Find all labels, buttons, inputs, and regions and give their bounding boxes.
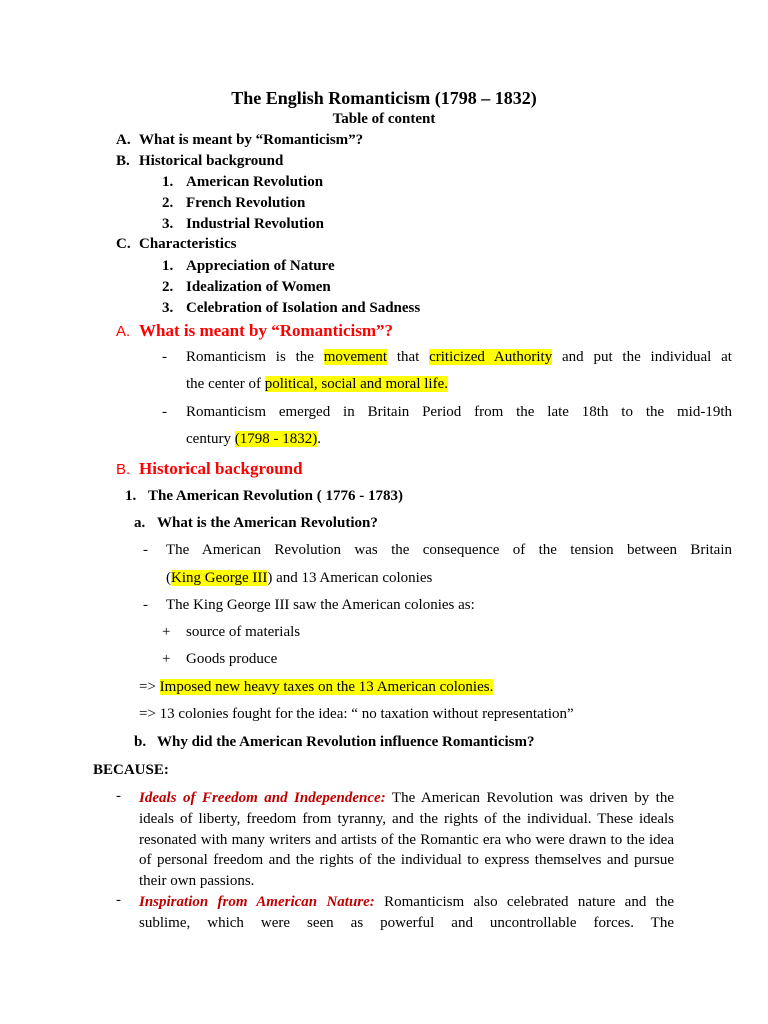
reason-paragraph — [139, 892, 674, 934]
toc-label: French Revolution — [186, 195, 306, 211]
toc-item-c — [116, 236, 237, 253]
highlight: political, social and moral life. — [264, 376, 448, 392]
bullet-dash: - — [116, 788, 121, 804]
arrow-line-1: => Imposed new heavy taxes on the 13 American colonies. — [139, 679, 494, 695]
highlight: King George III — [171, 570, 268, 586]
toc-subitem — [162, 216, 324, 233]
reason-text: The American Revolution was driven by the ideals of liberty, freedom from tyranny, and the rights of the individual. These ideals resonated with many writers and artists of the Romantic era who were drawn to the idea of personal freedom and the rights of the individual to express themselves and pursue their own passions. — [139, 790, 674, 890]
toc-item-a — [116, 132, 364, 149]
section-a-bullet-1-line-1: Romanticism is the movement that criticized Authority and put the individual at — [186, 349, 732, 365]
section-title: Historical background — [139, 459, 303, 478]
because-heading: BECAUSE: — [93, 762, 169, 778]
section-b-heading — [116, 459, 303, 479]
toc-marker: 1. — [162, 258, 174, 274]
toc-subitem — [162, 279, 331, 296]
toc-label: American Revolution — [186, 174, 324, 190]
toc-label: Celebration of Isolation and Sadness — [186, 300, 421, 316]
section-marker: A. — [116, 323, 131, 340]
highlight: Imposed new heavy taxes on the 13 American colonies. — [159, 679, 494, 695]
bullet-dash: - — [143, 597, 148, 613]
reason-label: Ideals of Freedom and Independence: — [139, 790, 386, 806]
plus-item: Goods produce — [186, 651, 278, 667]
section-a-heading — [116, 321, 394, 341]
reason-label: Inspiration from American Nature: — [139, 894, 375, 910]
toc-label: Idealization of Women — [186, 279, 331, 295]
toc-heading: Table of content — [332, 111, 436, 127]
toc-label: What is meant by “Romanticism”? — [139, 132, 364, 148]
bullet-dash: - — [162, 349, 167, 365]
subsection-title: The American Revolution ( 1776 - 1783) — [148, 488, 403, 504]
toc-item-b — [116, 153, 284, 170]
question-heading — [134, 734, 535, 751]
toc-marker: 3. — [162, 216, 174, 232]
question-title: What is the American Revolution? — [157, 515, 378, 531]
section-a-bullet-1-line-2: the center of political, social and moral life. — [186, 376, 448, 392]
toc-marker: A. — [116, 132, 131, 148]
toc-label: Appreciation of Nature — [186, 258, 335, 274]
highlight: movement — [323, 349, 388, 365]
toc-subitem — [162, 195, 306, 212]
bullet-plus: + — [162, 651, 171, 667]
toc-marker: 1. — [162, 174, 174, 190]
bullet-plus: + — [162, 624, 171, 640]
reason-paragraph — [139, 788, 674, 892]
question-marker: a. — [134, 515, 146, 531]
toc-label: Historical background — [139, 153, 284, 169]
section-marker: B. — [116, 461, 131, 478]
toc-marker: 3. — [162, 300, 174, 316]
subsection-heading — [125, 488, 403, 505]
highlight: criticized Authority — [429, 349, 553, 365]
section-a-bullet-2-line-2: century (1798 - 1832). — [186, 431, 321, 447]
section-title: What is meant by “Romanticism”? — [139, 321, 394, 340]
toc-label: Industrial Revolution — [186, 216, 324, 232]
subsection-marker: 1. — [125, 488, 137, 504]
section-b-bullet-1-line-2: (King George III) and 13 American colonies — [166, 570, 433, 586]
bullet-dash: - — [116, 892, 121, 908]
plus-item: source of materials — [186, 624, 301, 640]
toc-subitem — [162, 258, 335, 275]
bullet-dash: - — [143, 542, 148, 558]
highlight: (1798 - 1832) — [234, 431, 318, 447]
section-a-bullet-2-line-1: Romanticism emerged in Britain Period from the late 18th to the mid-19th — [186, 404, 732, 420]
arrow-line-2: => 13 colonies fought for the idea: “ no taxation without representation” — [139, 706, 574, 722]
toc-marker: 2. — [162, 279, 174, 295]
toc-subitem — [162, 300, 421, 317]
toc-marker: 2. — [162, 195, 174, 211]
question-title: Why did the American Revolution influence Romanticism? — [157, 734, 535, 750]
section-b-bullet-1-line-1: The American Revolution was the consequence of the tension between Britain — [166, 542, 732, 558]
bullet-dash: - — [162, 404, 167, 420]
toc-marker: B. — [116, 153, 130, 169]
document-title: The English Romanticism (1798 – 1832) — [231, 88, 537, 108]
question-marker: b. — [134, 734, 147, 750]
toc-label: Characteristics — [139, 236, 237, 252]
toc-marker: C. — [116, 236, 131, 252]
reason-text: Romanticism also celebrated nature and the sublime, which were seen as powerful and uncontrollable forces. The — [139, 894, 674, 931]
toc-subitem — [162, 174, 324, 191]
question-heading — [134, 515, 378, 532]
section-b-bullet-2: The King George III saw the American colonies as: — [166, 597, 475, 613]
